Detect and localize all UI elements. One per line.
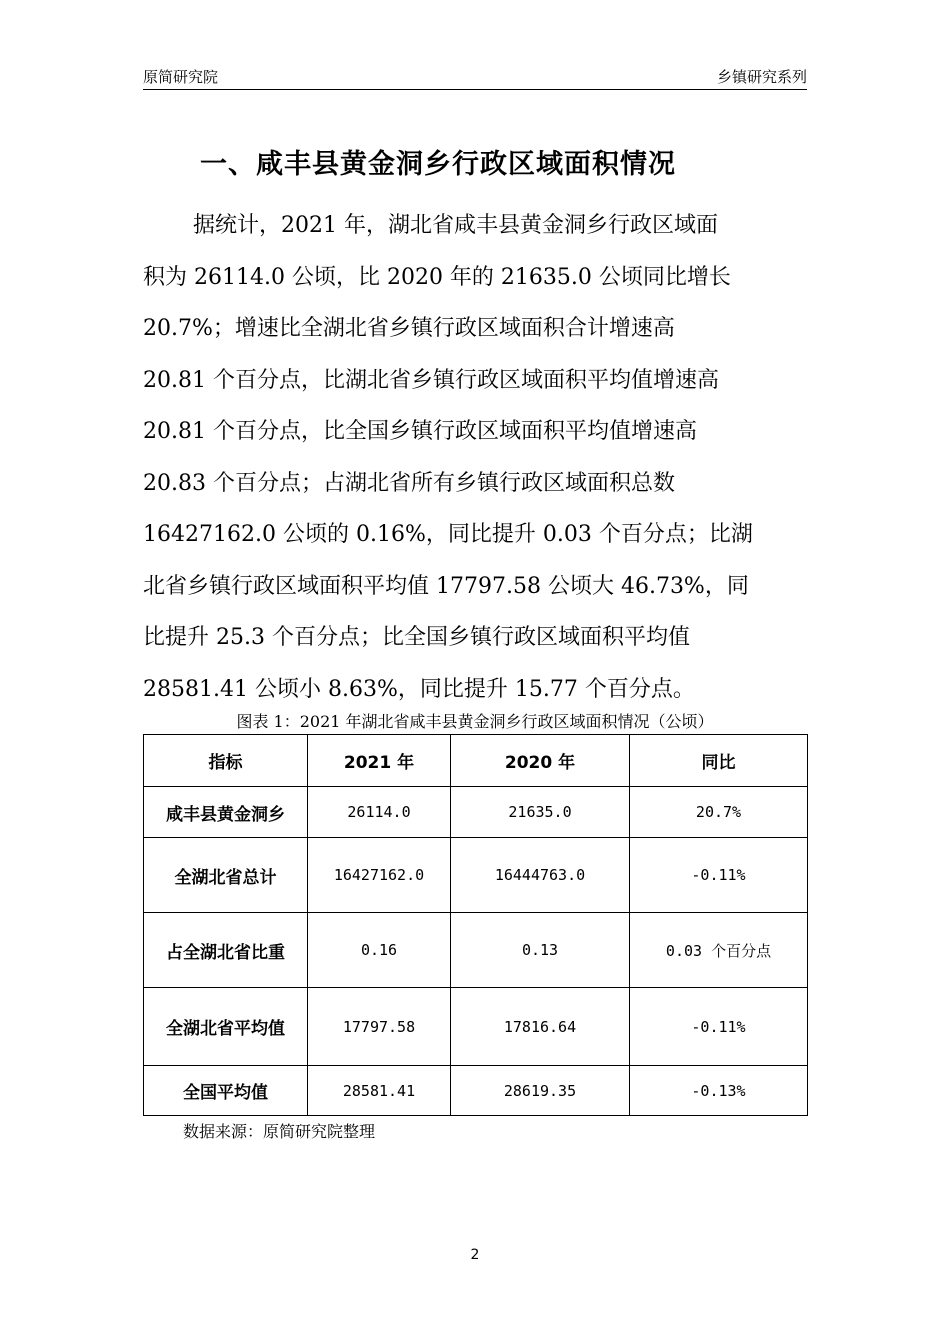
data-source-note: 数据来源：原简研究院整理 bbox=[183, 1122, 376, 1141]
page-number: 2 bbox=[470, 1247, 480, 1263]
table-cell: -0.11% bbox=[630, 838, 808, 913]
table-cell: 17816.64 bbox=[451, 988, 630, 1066]
header-divider bbox=[143, 89, 807, 90]
paragraph-line: 比提升 25.3 个百分点；比全国乡镇行政区域面积平均值 bbox=[143, 625, 690, 650]
table-row bbox=[144, 913, 808, 988]
table-row bbox=[144, 838, 808, 913]
table-row bbox=[144, 787, 808, 838]
table-cell: 16427162.0 bbox=[308, 838, 451, 913]
table-cell: 28581.41 bbox=[308, 1066, 451, 1116]
row-label: 全湖北省平均值 bbox=[144, 988, 308, 1066]
area-table bbox=[143, 734, 808, 1116]
table-cell: -0.13% bbox=[630, 1066, 808, 1116]
table-cell: 0.03 个百分点 bbox=[630, 913, 808, 988]
body-paragraph bbox=[143, 204, 807, 719]
table-cell: 28619.35 bbox=[451, 1066, 630, 1116]
table-row bbox=[144, 1066, 808, 1116]
table-cell: -0.11% bbox=[630, 988, 808, 1066]
table-cell: 26114.0 bbox=[308, 787, 451, 838]
column-header-2020: 2020 年 bbox=[451, 735, 630, 787]
table-cell: 20.7% bbox=[630, 787, 808, 838]
header-right-label: 乡镇研究系列 bbox=[716, 68, 807, 86]
row-label: 占全湖北省比重 bbox=[144, 913, 308, 988]
paragraph-line: 28581.41 公顷小 8.63%，同比提升 15.77 个百分点。 bbox=[143, 676, 695, 702]
row-label: 咸丰县黄金洞乡 bbox=[144, 787, 308, 838]
paragraph-line: 20.7%；增速比全湖北省乡镇行政区域面积合计增速高 bbox=[143, 316, 675, 341]
row-label: 全湖北省总计 bbox=[144, 838, 308, 913]
table-cell: 0.13 bbox=[451, 913, 630, 988]
paragraph-line: 16427162.0 公顷的 0.16%，同比提升 0.03 个百分点；比湖 bbox=[143, 522, 753, 547]
table-header-row bbox=[144, 735, 808, 787]
paragraph-line: 20.83 个百分点；占湖北省所有乡镇行政区域面积总数 bbox=[143, 470, 675, 496]
column-header-yoy: 同比 bbox=[630, 735, 808, 787]
table-cell: 17797.58 bbox=[308, 988, 451, 1066]
table-row bbox=[144, 988, 808, 1066]
paragraph-line: 积为 26114.0 公顷，比 2020 年的 21635.0 公顷同比增长 bbox=[143, 264, 731, 290]
header-left-label: 原简研究院 bbox=[143, 68, 219, 86]
table-cell: 21635.0 bbox=[451, 787, 630, 838]
table-caption: 图表 1：2021 年湖北省咸丰县黄金洞乡行政区域面积情况（公顷） bbox=[236, 712, 714, 731]
row-label: 全国平均值 bbox=[144, 1066, 308, 1116]
column-header-2021: 2021 年 bbox=[308, 735, 451, 787]
paragraph-line: 20.81 个百分点，比全国乡镇行政区域面积平均值增速高 bbox=[143, 419, 697, 444]
paragraph-line: 据统计，2021 年，湖北省咸丰县黄金洞乡行政区域面 bbox=[193, 213, 718, 238]
column-header-indicator: 指标 bbox=[144, 735, 308, 787]
paragraph-line: 20.81 个百分点，比湖北省乡镇行政区域面积平均值增速高 bbox=[143, 367, 719, 393]
section-title: 一、咸丰县黄金洞乡行政区域面积情况 bbox=[200, 149, 676, 180]
table-cell: 0.16 bbox=[308, 913, 451, 988]
paragraph-line: 北省乡镇行政区域面积平均值 17797.58 公顷大 46.73%，同 bbox=[143, 573, 749, 599]
table-cell: 16444763.0 bbox=[451, 838, 630, 913]
